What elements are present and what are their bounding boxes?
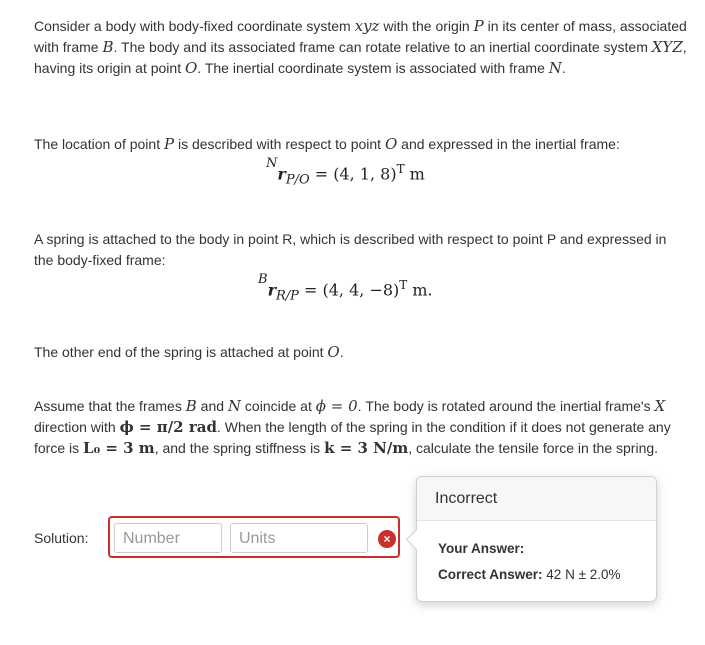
eq-vector-symbol: r — [277, 164, 286, 184]
error-icon[interactable]: × — [378, 530, 396, 548]
math-B: B — [102, 38, 114, 56]
popover-arrow — [406, 529, 427, 550]
intro-paragraph — [34, 16, 689, 79]
text-segment: coincide at — [241, 398, 316, 414]
text-segment: . The body and its associated frame can rotate relative to an inertial coordinate system — [113, 39, 652, 55]
eq-frame-superscript: N — [266, 156, 278, 171]
text-segment: . When the length of the spring in the condition if it does not generate any force is — [34, 419, 671, 456]
math-phi-rotation: ϕ = π/2 rad — [119, 418, 217, 436]
text-segment: , having its origin at point — [34, 39, 687, 76]
text-segment: . — [561, 60, 566, 76]
text-segment: and — [196, 398, 228, 414]
correct-answer-value: 42 N ± 2.0% — [546, 567, 621, 582]
eq-subscript: P/O — [285, 172, 310, 188]
spring-paragraph: A spring is attached to the body in point R, which is described with respect to point P and expressed in the body-fixed frame: — [34, 231, 667, 268]
math-B: B — [185, 397, 197, 415]
math-O: O — [327, 343, 340, 361]
math-XYZ: XYZ — [651, 38, 683, 56]
math-P: P — [473, 17, 484, 35]
equation-r-p-o — [266, 156, 425, 188]
correct-answer-label: Correct Answer: — [438, 567, 543, 582]
math-k: k = 3 N/m — [324, 439, 409, 457]
equation-r-r-p — [258, 272, 433, 304]
spring-end-paragraph — [34, 342, 689, 363]
eq-transpose: T — [396, 162, 405, 176]
text-segment: . The inertial coordinate system is associated with frame — [197, 60, 549, 76]
math-phi-zero: ϕ = 0 — [315, 397, 358, 415]
math-N: N — [548, 59, 562, 77]
text-segment: . — [339, 344, 344, 360]
text-segment: , and the spring stiffness is — [154, 440, 325, 456]
math-xyz: xyz — [354, 17, 380, 35]
correct-answer-row — [438, 567, 621, 582]
text-segment: in its center of mass, associated with frame — [34, 18, 687, 55]
number-input[interactable]: Number — [114, 523, 222, 553]
math-O: O — [384, 135, 398, 153]
text-segment: with the origin — [379, 18, 474, 34]
eq-subscript: R/P — [276, 288, 299, 304]
answer-input-group — [108, 516, 400, 558]
math-N: N — [227, 397, 242, 415]
text-segment: . The body is rotated around the inertial frame's — [357, 398, 655, 414]
math-P: P — [163, 135, 175, 153]
text-segment: Consider a body with body-fixed coordinate system — [34, 18, 355, 34]
position-paragraph — [34, 134, 689, 155]
eq-value: = (4, 1, 8) — [309, 164, 397, 184]
text-segment: The location of point — [34, 136, 164, 152]
text-segment: direction with — [34, 419, 120, 435]
text-segment: Assume that the frames — [34, 398, 186, 414]
eq-unit: m. — [407, 280, 433, 300]
units-input[interactable]: Units — [230, 523, 368, 553]
math-L0: L₀ = 3 m — [83, 439, 155, 457]
eq-vector-symbol: r — [267, 280, 276, 300]
text-segment: The other end of the spring is attached at point — [34, 344, 328, 360]
eq-frame-superscript: B — [258, 272, 268, 287]
math-O: O — [184, 59, 198, 77]
feedback-title: Incorrect — [417, 477, 656, 521]
text-segment: , calculate the tensile force in the spring. — [408, 440, 659, 456]
math-X: X — [654, 397, 666, 415]
eq-unit: m — [404, 164, 425, 184]
text-segment: is described with respect to point — [174, 136, 385, 152]
eq-transpose: T — [399, 278, 408, 292]
eq-value: = (4, 4, −8) — [298, 280, 400, 300]
task-paragraph — [34, 396, 689, 459]
your-answer-label: Your Answer: — [438, 541, 525, 556]
solution-label: Solution: — [34, 530, 89, 546]
feedback-popover — [416, 476, 657, 602]
text-segment: and expressed in the inertial frame: — [397, 136, 620, 152]
your-answer-row — [438, 541, 524, 556]
